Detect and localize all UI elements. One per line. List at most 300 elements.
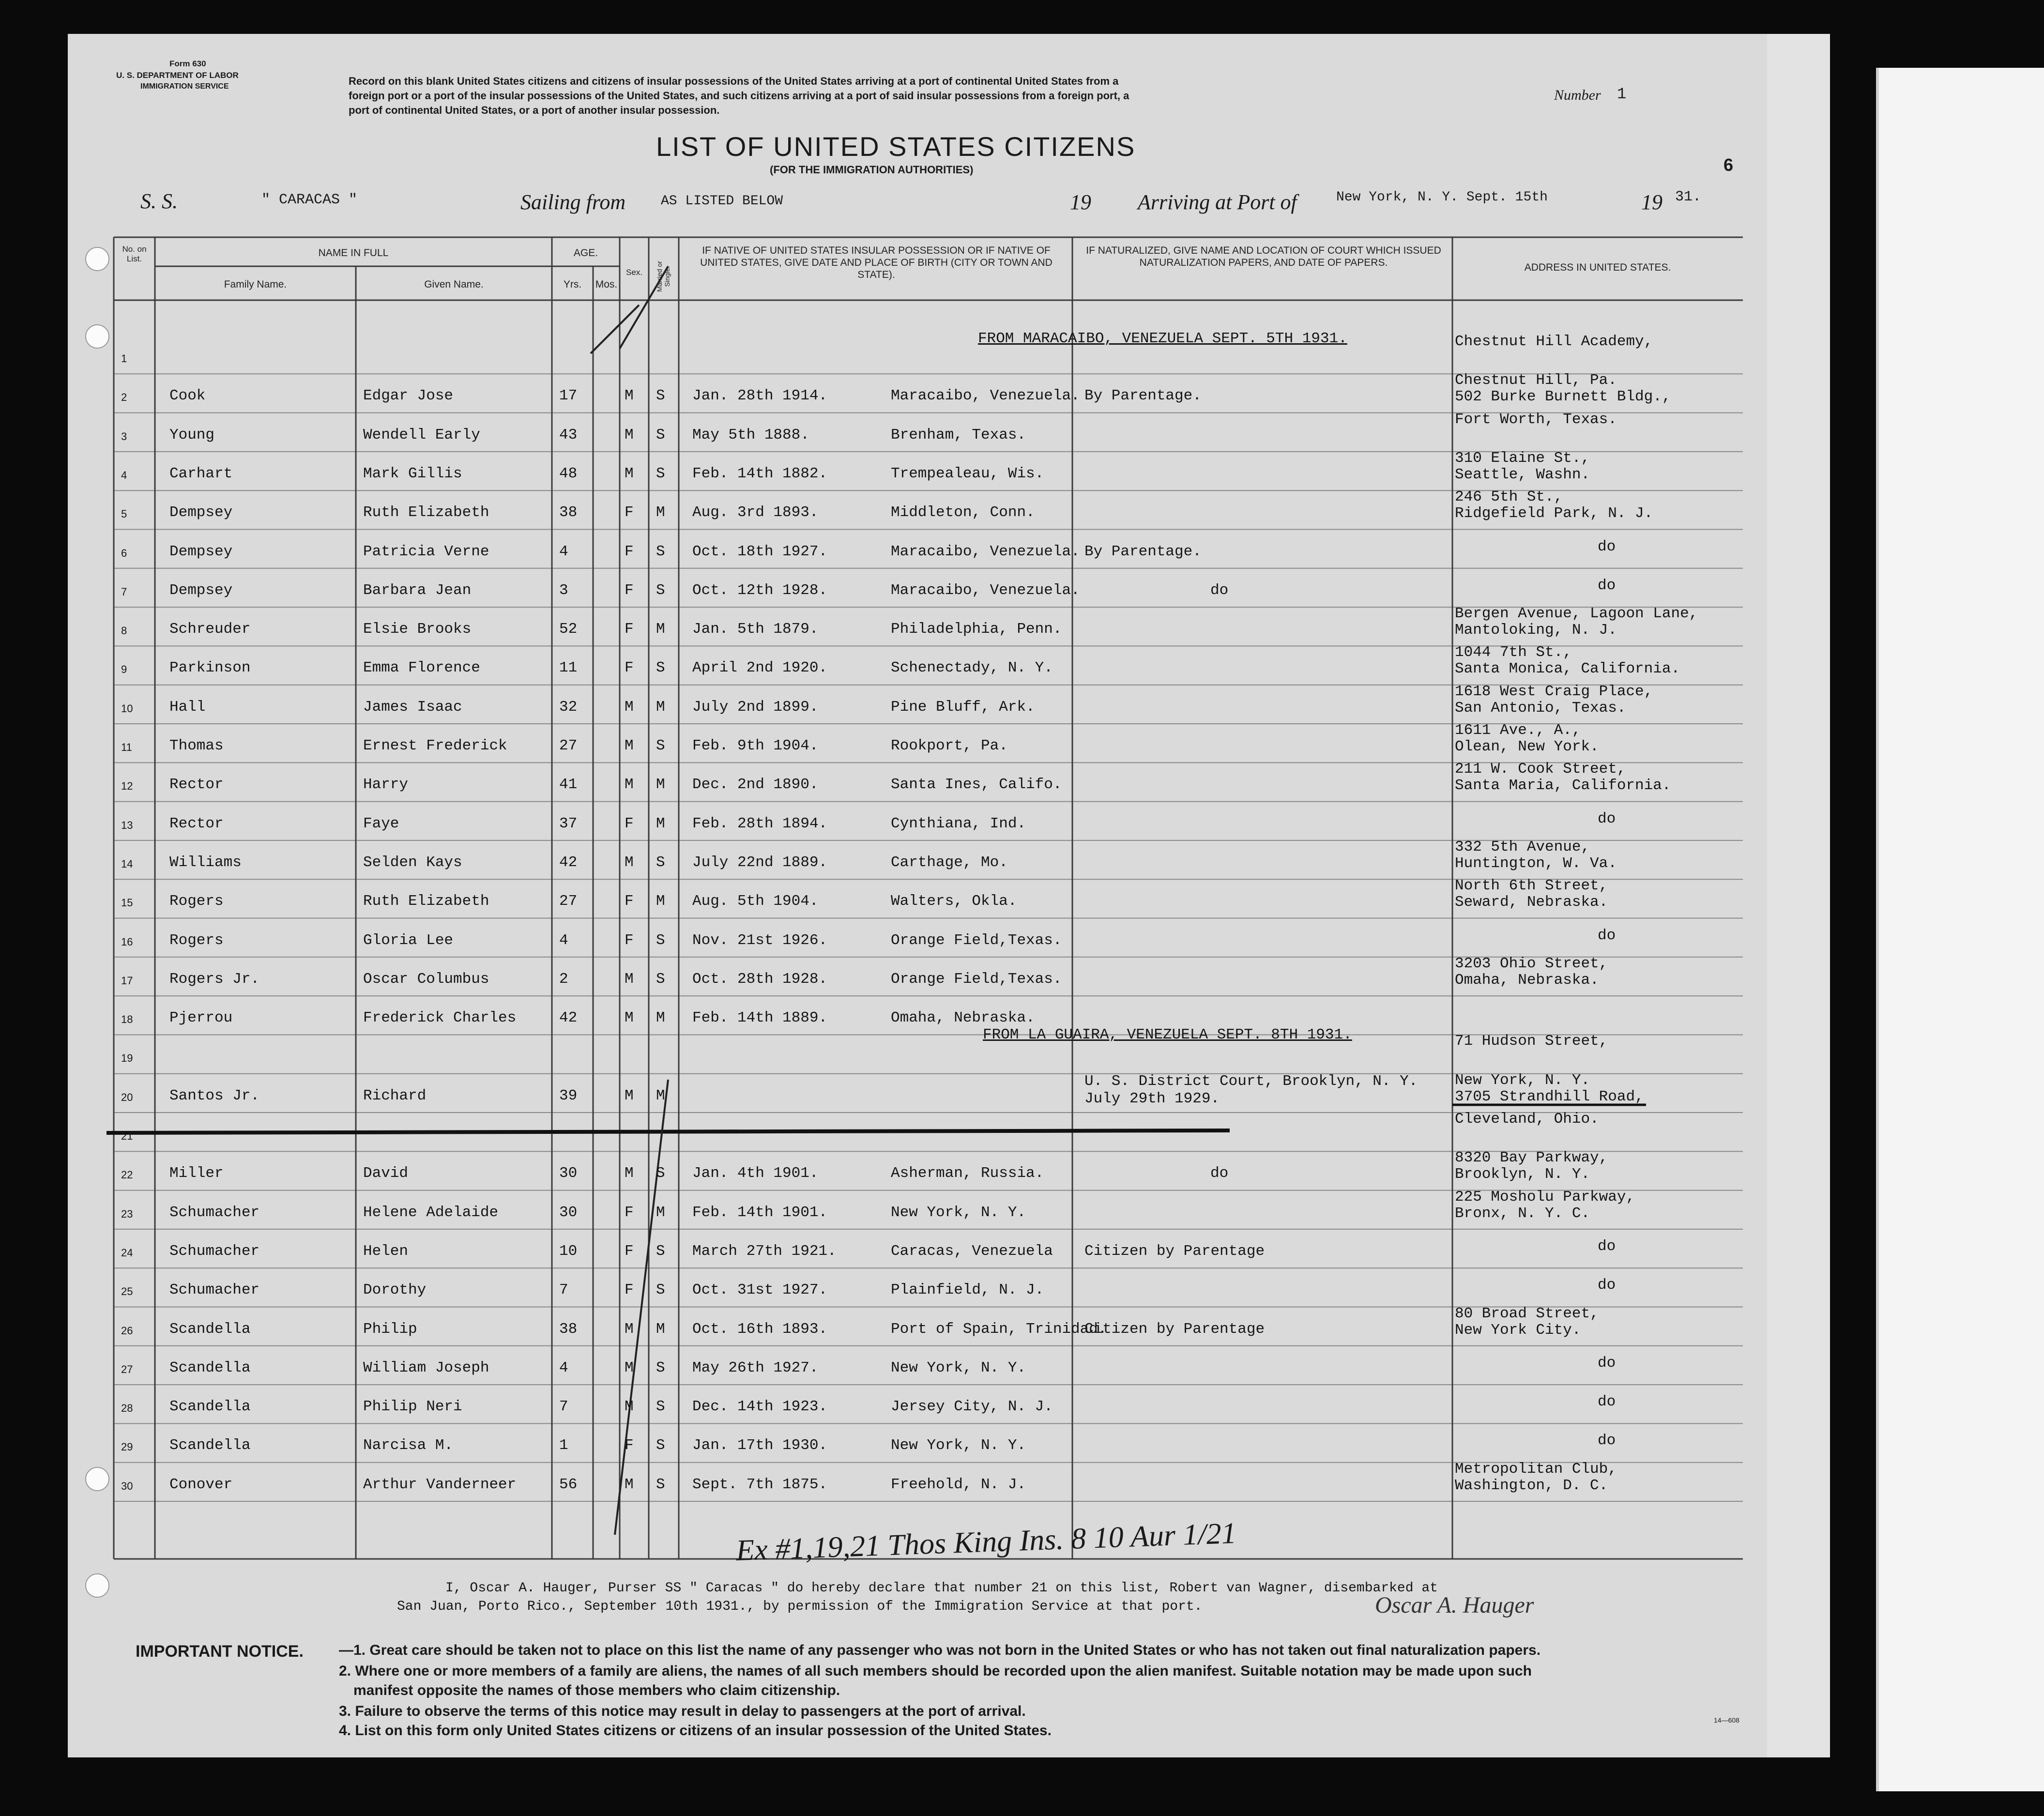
birth-place: Maracaibo, Venezuela. [891, 543, 1080, 560]
header-married: Married or Single. [656, 261, 671, 292]
address-line-1: do [1598, 1237, 1616, 1255]
sex: M [625, 1476, 634, 1493]
birth-date: Jan. 17th 1930. [692, 1437, 828, 1454]
naturalization: By Parentage. [1084, 543, 1202, 560]
birth-date: Jan. 4th 1901. [692, 1165, 819, 1182]
birth-place: Rookport, Pa. [891, 737, 1008, 754]
sex: F [625, 543, 634, 560]
address-line-1: 1611 Ave., A., [1455, 722, 1581, 739]
birth-place: New York, N. Y. [891, 1437, 1026, 1454]
intro-line: foreign port or a port of the insular possessions of the United States, and such citizens arriving at a port of said insular possessions from a foreign port, a [349, 90, 1129, 102]
birth-place: Trempealeau, Wis. [891, 465, 1044, 482]
sex: M [625, 1009, 634, 1027]
address-line-2: Huntington, W. Va. [1455, 855, 1617, 872]
sex: F [625, 931, 634, 949]
given-name: Patricia Verne [363, 543, 489, 560]
family-name: Carhart [169, 465, 233, 482]
address-line-1: Bergen Avenue, Lagoon Lane, [1455, 605, 1698, 623]
family-name: Parkinson [169, 659, 251, 677]
row-number: 27 [121, 1363, 133, 1375]
birth-date: July 22nd 1889. [692, 854, 828, 871]
address-line-2: 3705 Strandhill Road, [1455, 1088, 1644, 1105]
family-name: Thomas [169, 737, 224, 754]
row-number: 11 [121, 741, 132, 753]
age-years: 38 [559, 1320, 578, 1338]
header-sex: Sex. [625, 268, 643, 277]
declaration-line: San Juan, Porto Rico., September 10th 1931., by permission of the Immigration Service at that port. [397, 1599, 1203, 1614]
given-name: Emma Florence [363, 659, 480, 677]
marital-status: S [656, 970, 665, 988]
address-line-1: 3203 Ohio Street, [1455, 955, 1608, 972]
marital-status: S [656, 931, 665, 949]
address-line-2: San Antonio, Texas. [1455, 699, 1626, 717]
address-line-2: 502 Burke Burnett Bldg., [1455, 388, 1671, 406]
given-name: Ruth Elizabeth [363, 893, 489, 910]
given-name: Barbara Jean [363, 581, 472, 599]
birth-date: Jan. 5th 1879. [692, 621, 819, 638]
age-years: 7 [559, 1282, 568, 1299]
address-line-1: Fort Worth, Texas. [1455, 411, 1617, 428]
sex: M [625, 854, 634, 871]
age-years: 41 [559, 776, 578, 794]
family-name: Miller [169, 1165, 224, 1182]
birth-place: Caracas, Venezuela [891, 1242, 1053, 1260]
age-years: 27 [559, 893, 578, 910]
birth-date: Jan. 28th 1914. [692, 387, 828, 405]
birth-date: Oct. 12th 1928. [692, 581, 828, 599]
birth-date: Feb. 14th 1901. [692, 1204, 828, 1221]
marital-status: M [656, 1009, 665, 1027]
marital-status: S [656, 426, 665, 443]
given-name: Arthur Vanderneer [363, 1476, 517, 1493]
birth-place: New York, N. Y. [891, 1204, 1026, 1221]
notice-label: IMPORTANT NOTICE. [136, 1642, 304, 1661]
sex: M [625, 387, 634, 405]
given-name: Philip [363, 1320, 417, 1338]
marital-status: M [656, 1087, 665, 1104]
service: IMMIGRATION SERVICE [140, 82, 229, 91]
marital-status: S [656, 465, 665, 482]
family-name: Rogers [169, 931, 224, 949]
row-number: 21 [121, 1130, 133, 1142]
birth-place: Omaha, Nebraska. [891, 1009, 1035, 1027]
row-number: 6 [121, 547, 127, 559]
naturalization-date: July 29th 1929. [1084, 1090, 1220, 1107]
birth-place: Philadelphia, Penn. [891, 621, 1062, 638]
address-line-2: Mantoloking, N. J. [1455, 622, 1617, 639]
address-line-1: do [1598, 810, 1616, 827]
row-number: 15 [121, 897, 133, 909]
arriving-value: New York, N. Y. Sept. 15th [1336, 190, 1548, 205]
marital-status: S [656, 387, 665, 405]
notice-item: 4. List on this form only United States citizens or citizens of an insular possession of the United States. [339, 1723, 1052, 1739]
marital-status: M [656, 621, 665, 638]
year-prefix: 19 [1070, 190, 1091, 214]
notice-item: —1. Great care should be taken not to place on this list the name of any passenger who was not born in the United States or who has not taken out final naturalization papers. [339, 1642, 1541, 1658]
birth-place: Walters, Okla. [891, 893, 1017, 910]
marital-status: M [656, 1204, 665, 1221]
row-number: 28 [121, 1402, 133, 1415]
address-line-1: 8320 Bay Parkway, [1455, 1149, 1608, 1167]
given-name: Mark Gillis [363, 465, 462, 482]
scanned-document [68, 34, 1830, 1757]
address-line-2: Santa Monica, California. [1455, 660, 1680, 678]
row-number: 7 [121, 585, 127, 598]
address-line-1: 246 5th St., [1455, 488, 1563, 506]
given-name: Edgar Jose [363, 387, 454, 405]
intro-line: port of continental United States, or a port of another insular possession. [349, 104, 720, 116]
header-no: No. on List. [122, 244, 147, 263]
handwritten-note: Ex #1,19,21 Thos King Ins. 8 10 Aur 1/21 [735, 1516, 1237, 1568]
address-line-2: Santa Maria, California. [1455, 777, 1671, 794]
row-number: 19 [121, 1052, 133, 1065]
given-name: Gloria Lee [363, 931, 454, 949]
given-name: Philip Neri [363, 1398, 462, 1416]
family-name: Dempsey [169, 504, 233, 521]
birth-date: April 2nd 1920. [692, 659, 828, 677]
birth-date: Aug. 5th 1904. [692, 893, 819, 910]
family-name: Rector [169, 776, 224, 794]
birth-date: Feb. 14th 1889. [692, 1009, 828, 1027]
row-number: 16 [121, 935, 133, 948]
marital-status: S [656, 1165, 665, 1182]
address-line-2: Ridgefield Park, N. J. [1455, 505, 1653, 522]
family-name: Rector [169, 815, 224, 832]
row-number: 22 [121, 1169, 133, 1181]
header-given: Given Name. [424, 279, 484, 290]
birth-place: New York, N. Y. [891, 1359, 1026, 1376]
birth-place: Schenectady, N. Y. [891, 659, 1053, 677]
corner-mark: 6 [1724, 155, 1734, 175]
given-name: William Joseph [363, 1359, 489, 1376]
given-name: Selden Kays [363, 854, 462, 871]
arrival-year-31: 31. [1675, 189, 1702, 205]
header-birth: IF NATIVE OF UNITED STATES INSULAR POSSESSION OR IF NATIVE OF UNITED STATES, GIVE DATE AND PLACE OF BIRTH (CITY OR TOWN AND STATE). [700, 245, 1053, 280]
naturalization: Citizen by Parentage [1084, 1242, 1265, 1260]
birth-place: Port of Spain, Trinidad. [891, 1320, 1107, 1338]
notice-item: manifest opposite the names of those members who claim citizenship. [353, 1682, 840, 1698]
sex: M [625, 970, 634, 988]
birth-place: Plainfield, N. J. [891, 1282, 1044, 1299]
address-line-1: Chestnut Hill Academy, [1455, 333, 1653, 350]
address-line-2: Olean, New York. [1455, 738, 1599, 755]
birth-date: Oct. 31st 1927. [692, 1282, 828, 1299]
age-years: 2 [559, 970, 568, 988]
age-years: 48 [559, 465, 578, 482]
address-line-1: Chestnut Hill, Pa. [1455, 372, 1617, 389]
sex: M [625, 1398, 634, 1416]
row-number: 26 [121, 1324, 133, 1337]
ship-name: " CARACAS " [261, 192, 358, 208]
address-line-2: Seward, Nebraska. [1455, 894, 1608, 911]
birth-date: Feb. 28th 1894. [692, 815, 828, 832]
naturalization: Citizen by Parentage [1084, 1320, 1265, 1338]
sex: F [625, 1204, 634, 1221]
marital-status: S [656, 659, 665, 677]
address-line-1: do [1598, 927, 1616, 944]
declaration-line: I, Oscar A. Hauger, Purser SS " Caracas " do hereby declare that number 21 on this list, Robert van Wagner, disembarked at [445, 1581, 1438, 1596]
given-name: Ruth Elizabeth [363, 504, 489, 521]
row-number: 9 [121, 663, 127, 676]
age-years: 7 [559, 1398, 568, 1416]
given-name: Helen [363, 1242, 409, 1260]
header-yrs: Yrs. [563, 279, 582, 290]
address-line-1: 71 Hudson Street, [1455, 1033, 1608, 1050]
age-years: 4 [559, 543, 568, 560]
birth-place: Pine Bluff, Ark. [891, 698, 1035, 716]
birth-date: Nov. 21st 1926. [692, 931, 828, 949]
birth-place: Orange Field,Texas. [891, 931, 1062, 949]
form-code: 14—608 [1714, 1716, 1739, 1724]
address-line-1: New York, N. Y. [1455, 1071, 1590, 1089]
address-line-1: do [1598, 577, 1616, 594]
adjacent-page-edge [1876, 68, 2044, 1791]
address-line-2: Omaha, Nebraska. [1455, 971, 1599, 989]
page-title: LIST OF UNITED STATES CITIZENS [656, 131, 1136, 162]
sex: M [625, 698, 634, 716]
row-number: 12 [121, 780, 133, 793]
sex: M [625, 465, 634, 482]
birth-place: Jersey City, N. J. [891, 1398, 1053, 1416]
family-name: Rogers [169, 893, 224, 910]
birth-place: Santa Ines, Califo. [891, 776, 1062, 794]
birth-place: Orange Field,Texas. [891, 970, 1062, 988]
marital-status: S [656, 1437, 665, 1454]
family-name: Pjerrou [169, 1009, 233, 1027]
notice-item: 3. Failure to observe the terms of this notice may result in delay to passengers at the port of arrival. [339, 1703, 1026, 1719]
header-mos: Mos. [595, 279, 618, 290]
address-line-1: 225 Mosholu Parkway, [1455, 1188, 1635, 1206]
birth-date: July 2nd 1899. [692, 698, 819, 716]
birth-date: Oct. 28th 1928. [692, 970, 828, 988]
marital-status: S [656, 1476, 665, 1493]
header-family: Family Name. [224, 279, 287, 290]
address-line-1: 1618 West Craig Place, [1455, 683, 1653, 700]
marital-status: S [656, 543, 665, 560]
age-years: 30 [559, 1165, 578, 1182]
address-line-1: do [1598, 538, 1616, 555]
header-name-in-full: NAME IN FULL [318, 247, 389, 259]
birth-place: Brenham, Texas. [891, 426, 1026, 443]
sex: M [625, 776, 634, 794]
birth-date: Feb. 14th 1882. [692, 465, 828, 482]
naturalization: do [1210, 581, 1229, 599]
row-number: 30 [121, 1480, 133, 1492]
sex: M [625, 737, 634, 754]
birth-date: Dec. 14th 1923. [692, 1398, 828, 1416]
birth-place: Asherman, Russia. [891, 1165, 1044, 1182]
row-number: 29 [121, 1441, 133, 1453]
address-line-1: do [1598, 1277, 1616, 1294]
intro-line: Record on this blank United States citizens and citizens of insular possessions of the United States arriving at a port of continental United States from a [349, 75, 1119, 87]
row-number: 1 [121, 352, 127, 365]
birth-date: May 26th 1927. [692, 1359, 819, 1376]
sex: F [625, 504, 634, 521]
sailing-value: AS LISTED BELOW [661, 194, 783, 209]
marital-status: S [656, 854, 665, 871]
birth-date: May 5th 1888. [692, 426, 809, 443]
age-years: 1 [559, 1437, 568, 1454]
birth-date: Aug. 3rd 1893. [692, 504, 819, 521]
section-label: FROM MARACAIBO, VENEZUELA SEPT. 5TH 1931. [978, 330, 1347, 347]
row-number: 10 [121, 702, 133, 715]
address-line-2: Bronx, N. Y. C. [1455, 1205, 1590, 1222]
row-number: 8 [121, 625, 127, 637]
family-name: Young [169, 426, 215, 443]
age-years: 38 [559, 504, 578, 521]
family-name: Scandella [169, 1320, 251, 1338]
family-name: Dempsey [169, 543, 233, 560]
age-years: 11 [559, 659, 578, 677]
age-years: 30 [559, 1204, 578, 1221]
birth-place: Freehold, N. J. [891, 1476, 1026, 1493]
row-number: 20 [121, 1091, 133, 1103]
given-name: David [363, 1165, 409, 1182]
row-number: 25 [121, 1285, 133, 1298]
row-number: 2 [121, 391, 127, 404]
row-number: 3 [121, 430, 127, 443]
family-name: Cook [169, 387, 206, 405]
family-name: Schumacher [169, 1204, 260, 1221]
naturalization: do [1210, 1165, 1229, 1182]
family-name: Schreuder [169, 621, 251, 638]
marital-status: M [656, 698, 665, 716]
sex: F [625, 893, 634, 910]
birth-place: Maracaibo, Venezuela. [891, 387, 1080, 405]
address-line-2: New York City. [1455, 1321, 1581, 1339]
given-name: Wendell Early [363, 426, 480, 443]
address-line-2: Washington, D. C. [1455, 1477, 1608, 1494]
notice-item: 2. Where one or more members of a family are aliens, the names of all such members should be recorded upon the alien manifest. Suitable notation may be made upon such [339, 1663, 1532, 1679]
row-number: 4 [121, 469, 127, 481]
address-line-1: do [1598, 1393, 1616, 1411]
address-line-1: 80 Broad Street, [1455, 1305, 1599, 1322]
sex: M [625, 1359, 634, 1376]
family-name: Scandella [169, 1437, 251, 1454]
age-years: 56 [559, 1476, 578, 1493]
sex: M [625, 1087, 634, 1104]
given-name: Harry [363, 776, 409, 794]
family-name: Rogers Jr. [169, 970, 260, 988]
form-number: Form 630 [169, 59, 206, 68]
family-name: Santos Jr. [169, 1087, 260, 1104]
address-line-1: do [1598, 1432, 1616, 1450]
header-naturalized: IF NATURALIZED, GIVE NAME AND LOCATION OF COURT WHICH ISSUED NATURALIZATION PAPERS, AND DATE OF PAPERS. [1086, 245, 1441, 268]
address-line-1: 1044 7th St., [1455, 644, 1572, 661]
age-years: 32 [559, 698, 578, 716]
age-years: 4 [559, 931, 568, 949]
manifest-page [68, 34, 1767, 1757]
given-name: Dorothy [363, 1282, 427, 1299]
marital-status: M [656, 893, 665, 910]
age-years: 42 [559, 854, 578, 871]
marital-status: S [656, 1282, 665, 1299]
age-years: 39 [559, 1087, 578, 1104]
age-years: 10 [559, 1242, 578, 1260]
family-name: Scandella [169, 1359, 251, 1376]
given-name: Richard [363, 1087, 427, 1104]
birth-date: Dec. 2nd 1890. [692, 776, 819, 794]
address-line-1: North 6th Street, [1455, 877, 1608, 895]
family-name: Scandella [169, 1398, 251, 1416]
sex: F [625, 659, 634, 677]
page-subtitle: (FOR THE IMMIGRATION AUTHORITIES) [770, 164, 974, 176]
age-years: 17 [559, 387, 578, 405]
address-line-2: Brooklyn, N. Y. [1455, 1166, 1590, 1183]
row-number: 13 [121, 819, 133, 831]
marital-status: S [656, 1242, 665, 1260]
address-line-1: do [1598, 1354, 1616, 1372]
address-line-1: 332 5th Avenue, [1455, 838, 1590, 855]
address-line-1: 211 W. Cook Street, [1455, 761, 1626, 778]
address-line-2: Seattle, Washn. [1455, 466, 1590, 483]
given-name: Ernest Frederick [363, 737, 507, 754]
naturalization: By Parentage. [1084, 387, 1202, 405]
given-name: Frederick Charles [363, 1009, 517, 1027]
sex: M [625, 1320, 634, 1338]
department: U. S. DEPARTMENT OF LABOR [116, 71, 239, 80]
given-name: Elsie Brooks [363, 621, 472, 638]
marital-status: S [656, 737, 665, 754]
marital-status: M [656, 815, 665, 832]
sailing-label: Sailing from [520, 190, 626, 214]
sex: M [625, 1165, 634, 1182]
section-label: FROM LA GUAIRA, VENEZUELA SEPT. 8TH 1931. [983, 1026, 1352, 1043]
birth-place: Middleton, Conn. [891, 504, 1035, 521]
birth-place: Maracaibo, Venezuela. [891, 581, 1080, 599]
marital-status: S [656, 581, 665, 599]
row-number: 24 [121, 1246, 133, 1259]
row-number: 23 [121, 1207, 133, 1220]
birth-place: Carthage, Mo. [891, 854, 1008, 871]
sex: F [625, 581, 634, 599]
header-address: ADDRESS IN UNITED STATES. [1524, 262, 1671, 273]
purser-signature: Oscar A. Hauger [1375, 1592, 1534, 1618]
age-years: 43 [559, 426, 578, 443]
age-years: 4 [559, 1359, 568, 1376]
arrival-year-19: 19 [1641, 190, 1663, 214]
birth-date: Feb. 9th 1904. [692, 737, 819, 754]
naturalization: U. S. District Court, Brooklyn, N. Y. [1084, 1072, 1418, 1090]
family-name: Williams [169, 854, 242, 871]
ss-label: S. S. [140, 189, 178, 213]
address-line-1: Cleveland, Ohio. [1455, 1111, 1599, 1128]
arriving-label: Arriving at Port of [1138, 190, 1297, 214]
birth-date: Oct. 16th 1893. [692, 1320, 828, 1338]
sex: F [625, 1437, 634, 1454]
age-years: 52 [559, 621, 578, 638]
given-name: Faye [363, 815, 399, 832]
number-label: Number [1554, 87, 1601, 103]
row-number: 17 [121, 974, 133, 987]
birth-date: March 27th 1921. [692, 1242, 837, 1260]
birth-place: Cynthiana, Ind. [891, 815, 1026, 832]
birth-date: Sept. 7th 1875. [692, 1476, 828, 1493]
sex: F [625, 1242, 634, 1260]
family-name: Hall [169, 698, 206, 716]
sex: M [625, 426, 634, 443]
row-number: 18 [121, 1013, 133, 1026]
sex: F [625, 1282, 634, 1299]
given-name: James Isaac [363, 698, 462, 716]
birth-date: Oct. 18th 1927. [692, 543, 828, 560]
sex: F [625, 815, 634, 832]
family-name: Conover [169, 1476, 233, 1493]
marital-status: M [656, 504, 665, 521]
header-age: AGE. [573, 247, 598, 259]
family-name: Schumacher [169, 1242, 260, 1260]
family-name: Dempsey [169, 581, 233, 599]
